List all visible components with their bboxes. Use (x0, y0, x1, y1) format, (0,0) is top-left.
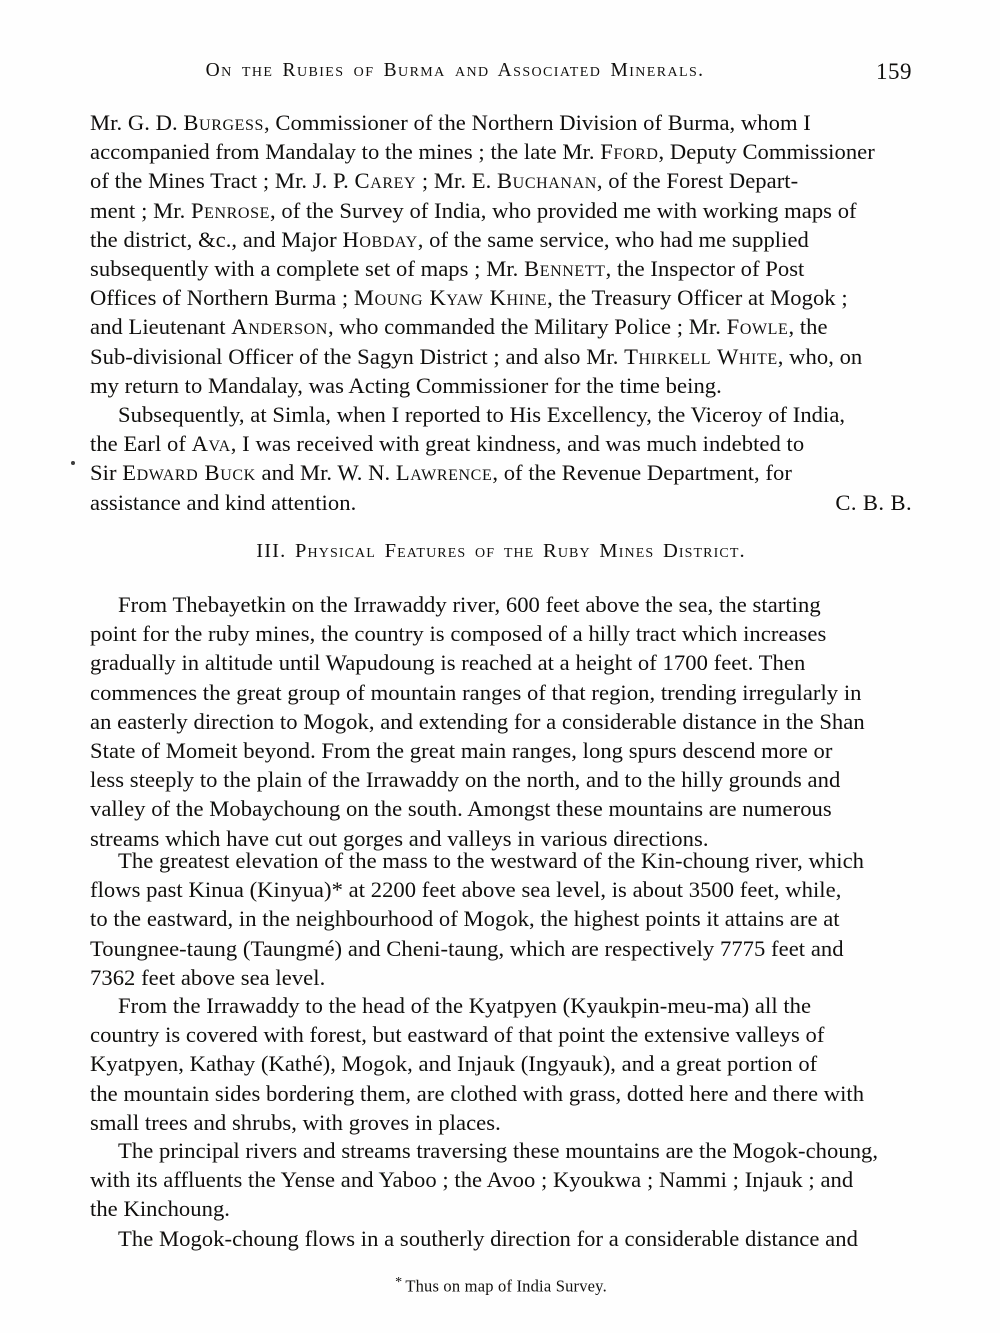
text-line: point for the ruby mines, the country is composed of a hilly tract which increases (90, 621, 827, 647)
text-line: From Thebayetkin on the Irrawaddy river, 600 feet above the sea, the starting (118, 592, 821, 617)
text-line: 7362 feet above sea level. (90, 964, 326, 990)
scan-speck (71, 461, 75, 465)
text-line: The Mogok-choung flows in a southerly direction for a considerable distance and (118, 1226, 858, 1251)
simla-paragraph (90, 400, 912, 517)
paragraph-physical-features (90, 590, 912, 853)
running-head (90, 60, 912, 90)
footnote-text: Thus on map of India Survey. (405, 1276, 607, 1296)
text-line: State of Momeit beyond. From the great main ranges, long spurs descend more or (90, 737, 833, 763)
text-line: the Earl of Ava, I was received with great kindness, and was much indebted to (90, 431, 805, 457)
paragraph-forest-valleys (90, 991, 912, 1137)
text-line: Kyatpyen, Kathay (Kathé), Mogok, and Injauk (Ingyauk), and a great portion of (90, 1051, 818, 1077)
text-line: Sub-divisional Officer of the Sagyn District ; and also Mr. Thirkell White, who, on (90, 343, 863, 369)
text-line: the mountain sides bordering them, are clothed with grass, dotted here and there with (90, 1080, 865, 1106)
text-line: of the Mines Tract ; Mr. J. P. Carey ; Mr. E. Buchanan, of the Forest Depart- (90, 168, 799, 194)
section-heading: III. Physical Features of the Ruby Mines District. (256, 540, 746, 562)
text-line: Sir Edward Buck and Mr. W. N. Lawrence, of the Revenue Department, for (90, 460, 792, 486)
text-line: subsequently with a complete set of maps ; Mr. Bennett, the Inspector of Post (90, 255, 805, 281)
text-line: Mr. G. D. Burgess, Commissioner of the Northern Division of Burma, whom I (90, 110, 811, 135)
paragraph-mogok-choung (90, 1224, 912, 1253)
text-line: gradually in altitude until Wapudoung is reached at a height of 1700 feet. Then (90, 650, 806, 676)
text-line: an easterly direction to Mogok, and extending for a considerable distance in the Shan (90, 708, 865, 734)
text-line: Offices of Northern Burma ; Moung Kyaw Khine, the Treasury Officer at Mogok ; (90, 285, 848, 311)
text-line: From the Irrawaddy to the head of the Kyatpyen (Kyaukpin-meu-ma) all the (118, 993, 812, 1018)
text-line: flows past Kinua (Kinyua)* at 2200 feet above sea level, is about 3500 feet, while, (90, 877, 842, 903)
text-line: ment ; Mr. Penrose, of the Survey of India, who provided me with working maps of (90, 197, 857, 223)
text-line: valley of the Mobaychoung on the south. Amongst these mountains are numerous (90, 796, 832, 822)
text-line: accompanied from Mandalay to the mines ; the late Mr. Fford, Deputy Commissioner (90, 139, 875, 165)
footnote (90, 1275, 912, 1296)
text-line: country is covered with forest, but eastward of that point the extensive valleys of (90, 1022, 825, 1048)
text-line: my return to Mandalay, was Acting Commissioner for the time being. (90, 372, 722, 398)
text-line: streams which have cut out gorges and valleys in various directions. (90, 825, 709, 851)
text-line: The principal rivers and streams traversing these mountains are the Mogok-choung, (118, 1138, 879, 1163)
footnote-marker: * (395, 1275, 403, 1290)
author-initials: C. B. B. (835, 489, 912, 515)
text-line: commences the great group of mountain ranges of that region, trending irregularly in (90, 679, 862, 705)
text-line: the district, &c., and Major Hobday, of the same service, who had me supplied (90, 226, 809, 252)
text-line: The greatest elevation of the mass to the westward of the Kin-choung river, which (118, 848, 864, 873)
page-number: 159 (876, 59, 912, 84)
text-line: and Lieutenant Anderson, who commanded the Military Police ; Mr. Fowle, the (90, 314, 828, 340)
text-line: assistance and kind attention. C. B. B. (90, 488, 912, 517)
acknowledgements-paragraph (90, 108, 912, 400)
text-line: with its affluents the Yense and Yaboo ; the Avoo ; Kyoukwa ; Nammi ; Injauk ; and (90, 1167, 854, 1193)
text-line: small trees and shrubs, with groves in places. (90, 1109, 501, 1135)
text-line: Toungnee-taung (Taungmé) and Cheni-taung, which are respectively 7775 feet and (90, 935, 844, 961)
paragraph-rivers-streams (90, 1136, 912, 1224)
text-line: to the eastward, in the neighbourhood of Mogok, the highest points it attains are at (90, 906, 840, 932)
running-head-title: On the Rubies of Burma and Associated Minerals. (205, 60, 705, 81)
text-line: the Kinchoung. (90, 1196, 231, 1222)
paragraph-greatest-elevation (90, 846, 912, 992)
text-line: Subsequently, at Simla, when I reported to His Excellency, the Viceroy of India, (118, 402, 846, 427)
text-line: less steeply to the plain of the Irrawaddy on the north, and to the hilly grounds and (90, 767, 841, 793)
